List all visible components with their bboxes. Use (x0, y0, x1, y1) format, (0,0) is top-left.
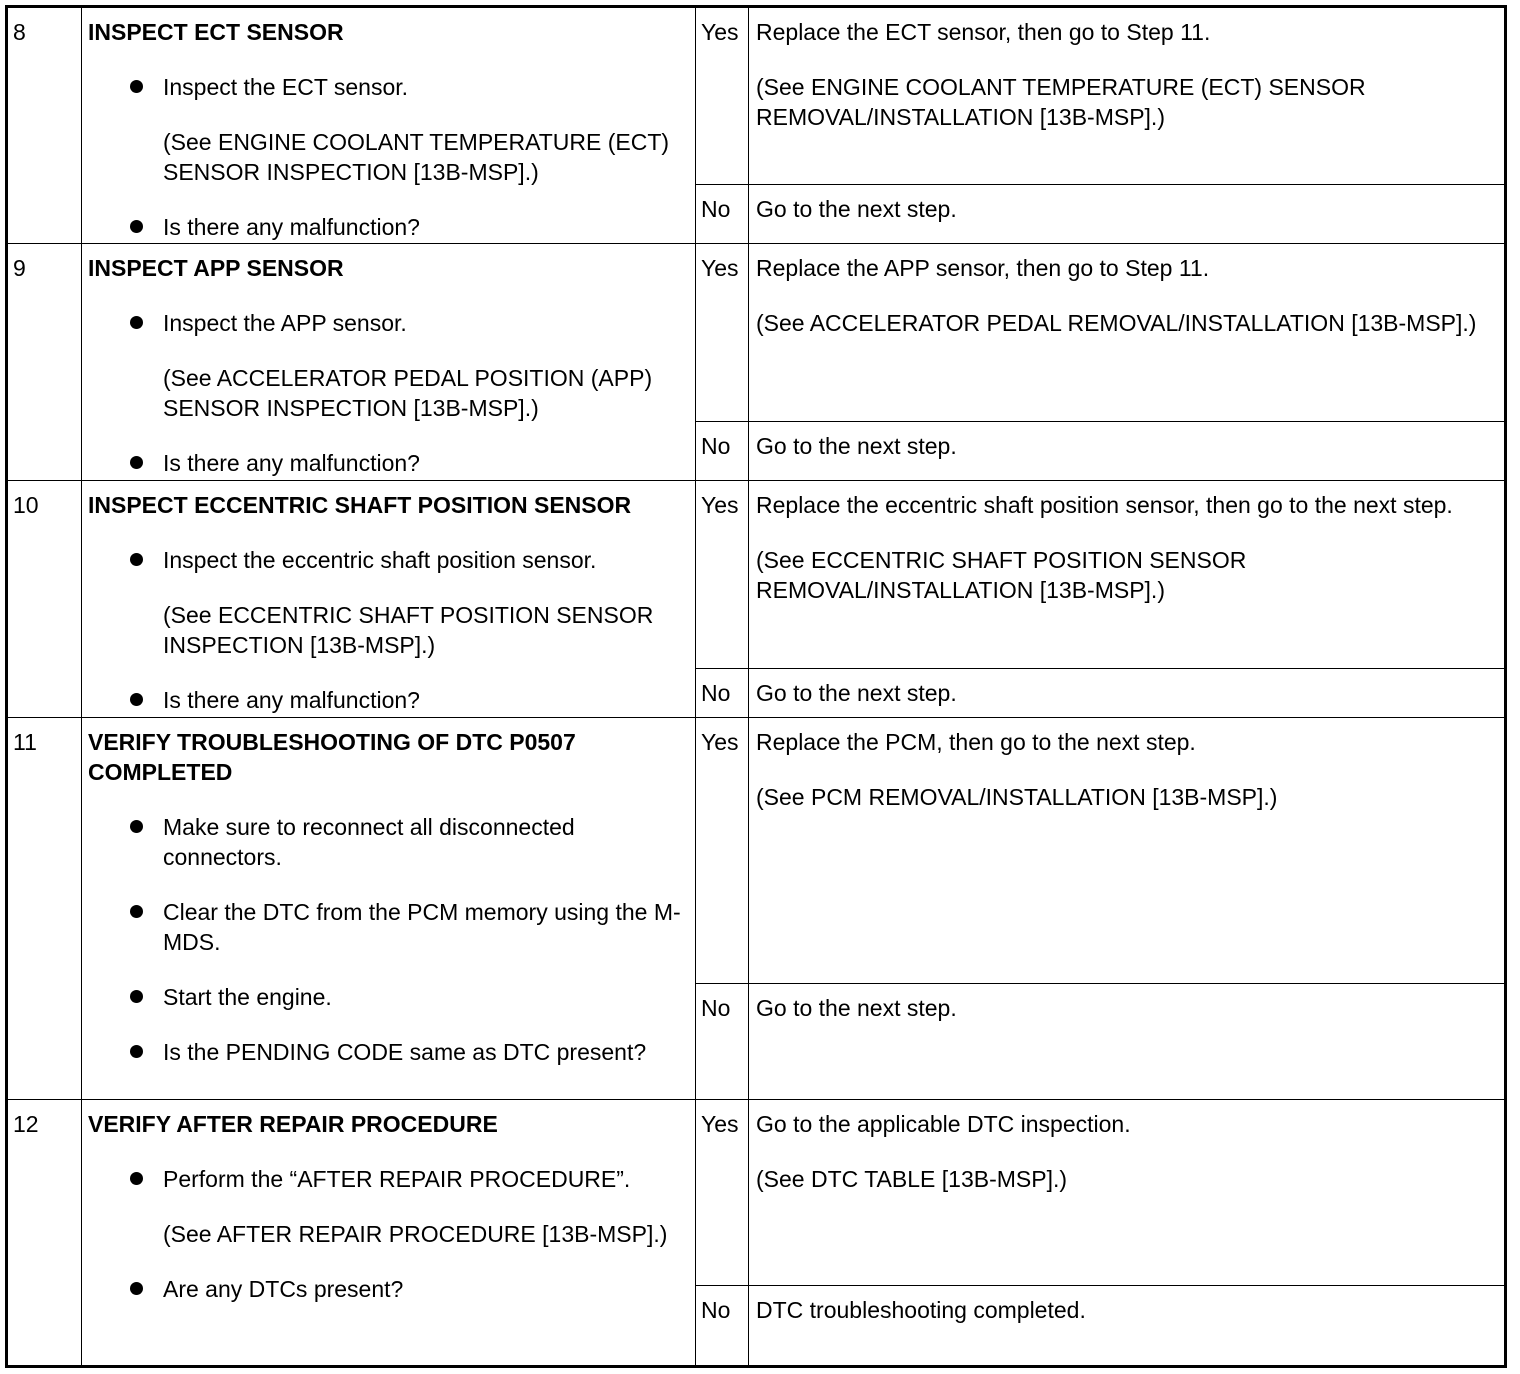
action-bullet (88, 685, 695, 715)
yes-reference-text: (See DTC TABLE [13B-MSP].) (756, 1166, 1068, 1192)
yes-result-cell (749, 7, 1506, 185)
bullet-text: Are any DTCs present? (163, 1276, 404, 1302)
bullet-icon (130, 820, 143, 833)
step-title: INSPECT ECCENTRIC SHAFT POSITION SENSOR (88, 492, 632, 518)
step-title: INSPECT APP SENSOR (88, 255, 344, 281)
reference-text: (See ENGINE COOLANT TEMPERATURE (ECT) SENSOR INSPECTION [13B-MSP].) (163, 129, 670, 185)
bullet-icon (130, 80, 143, 93)
yes-label: Yes (701, 1111, 739, 1137)
yes-reference-text: (See PCM REMOVAL/INSTALLATION [13B-MSP].) (756, 784, 1278, 810)
bullet-text: Is there any malfunction? (163, 687, 420, 713)
yes-label-cell (696, 244, 749, 422)
bullet-icon (130, 1172, 143, 1185)
yes-label-cell (696, 7, 749, 185)
step-row-8 (7, 7, 1506, 185)
step-title: INSPECT ECT SENSOR (88, 19, 344, 45)
action-bullet (88, 812, 695, 872)
step-number-cell (7, 481, 82, 718)
bullet-text: Start the engine. (163, 984, 332, 1010)
step-action-cell (82, 7, 696, 244)
yes-label: Yes (701, 729, 739, 755)
action-bullet (88, 212, 695, 242)
yes-reference-text: (See ACCELERATOR PEDAL REMOVAL/INSTALLATION [13B-MSP].) (756, 310, 1477, 336)
yes-label-cell (696, 718, 749, 984)
bullet-text: Is there any malfunction? (163, 214, 420, 240)
bullet-icon (130, 316, 143, 329)
step-number: 9 (13, 255, 26, 281)
no-label-cell (696, 1286, 749, 1367)
no-result-cell (749, 422, 1506, 481)
bullet-text: Is there any malfunction? (163, 450, 420, 476)
step-number: 8 (13, 19, 26, 45)
no-result-text: DTC troubleshooting completed. (756, 1297, 1086, 1323)
bullet-text: Make sure to reconnect all disconnected connectors. (163, 814, 575, 870)
step-number: 11 (13, 729, 37, 755)
action-bullet (88, 545, 695, 575)
step-row-9 (7, 244, 1506, 422)
no-result-cell (749, 1286, 1506, 1367)
bullet-icon (130, 1282, 143, 1295)
bullet-icon (130, 220, 143, 233)
no-label: No (701, 196, 731, 222)
action-bullet (88, 982, 695, 1012)
step-action-cell (82, 244, 696, 481)
no-label: No (701, 680, 731, 706)
yes-result-text: Go to the applicable DTC inspection. (756, 1111, 1131, 1137)
bullet-icon (130, 990, 143, 1003)
yes-label-cell (696, 1100, 749, 1286)
bullet-text: Is the PENDING CODE same as DTC present? (163, 1039, 647, 1065)
no-result-cell (749, 984, 1506, 1100)
step-title: VERIFY AFTER REPAIR PROCEDURE (88, 1111, 498, 1137)
step-number-cell (7, 7, 82, 244)
no-label: No (701, 1297, 731, 1323)
bullet-icon (130, 456, 143, 469)
yes-result-text: Replace the ECT sensor, then go to Step 11. (756, 19, 1211, 45)
bullet-text: Inspect the ECT sensor. (163, 74, 409, 100)
no-result-text: Go to the next step. (756, 680, 957, 706)
action-bullet (88, 1037, 695, 1067)
action-bullet (88, 897, 695, 957)
action-bullet (88, 1164, 695, 1194)
yes-result-text: Replace the APP sensor, then go to Step 11. (756, 255, 1210, 281)
bullet-icon (130, 693, 143, 706)
no-label-cell (696, 984, 749, 1100)
no-result-text: Go to the next step. (756, 196, 957, 222)
no-label: No (701, 433, 731, 459)
step-title: VERIFY TROUBLESHOOTING OF DTC P0507 COMPLETED (88, 729, 576, 785)
no-result-cell (749, 185, 1506, 244)
yes-label-cell (696, 481, 749, 669)
bullet-icon (130, 553, 143, 566)
yes-result-cell (749, 481, 1506, 669)
step-row-10 (7, 481, 1506, 669)
yes-result-cell (749, 244, 1506, 422)
step-number: 10 (13, 492, 39, 518)
yes-label: Yes (701, 492, 739, 518)
step-number-cell (7, 718, 82, 1100)
no-result-cell (749, 669, 1506, 718)
bullet-icon (130, 1045, 143, 1058)
yes-result-cell (749, 1100, 1506, 1286)
no-result-text: Go to the next step. (756, 433, 957, 459)
action-bullet (88, 72, 695, 102)
bullet-text: Inspect the eccentric shaft position sensor. (163, 547, 597, 573)
bullet-text: Perform the “AFTER REPAIR PROCEDURE”. (163, 1166, 631, 1192)
yes-reference-text: (See ENGINE COOLANT TEMPERATURE (ECT) SENSOR REMOVAL/INSTALLATION [13B-MSP].) (756, 74, 1366, 130)
yes-label: Yes (701, 19, 739, 45)
yes-result-cell (749, 718, 1506, 984)
yes-reference-text: (See ECCENTRIC SHAFT POSITION SENSOR REMOVAL/INSTALLATION [13B-MSP].) (756, 547, 1247, 603)
troubleshooting-table (5, 5, 1507, 1368)
step-row-11 (7, 718, 1506, 984)
step-number-cell (7, 244, 82, 481)
action-bullet (88, 1274, 695, 1304)
step-row-12 (7, 1100, 1506, 1286)
action-bullet (88, 308, 695, 338)
bullet-icon (130, 905, 143, 918)
bullet-text: Inspect the APP sensor. (163, 310, 407, 336)
step-number-cell (7, 1100, 82, 1367)
no-label-cell (696, 422, 749, 481)
yes-result-text: Replace the PCM, then go to the next step. (756, 729, 1196, 755)
reference-text: (See ACCELERATOR PEDAL POSITION (APP) SENSOR INSPECTION [13B-MSP].) (163, 365, 653, 421)
step-action-cell (82, 481, 696, 718)
no-label: No (701, 995, 731, 1021)
reference-text: (See ECCENTRIC SHAFT POSITION SENSOR INSPECTION [13B-MSP].) (163, 602, 654, 658)
reference-text: (See AFTER REPAIR PROCEDURE [13B-MSP].) (163, 1221, 668, 1247)
yes-result-text: Replace the eccentric shaft position sensor, then go to the next step. (756, 492, 1453, 518)
action-bullet (88, 448, 695, 478)
no-label-cell (696, 185, 749, 244)
step-action-cell (82, 718, 696, 1100)
yes-label: Yes (701, 255, 739, 281)
bullet-text: Clear the DTC from the PCM memory using the M-MDS. (163, 899, 681, 955)
no-result-text: Go to the next step. (756, 995, 957, 1021)
no-label-cell (696, 669, 749, 718)
step-number: 12 (13, 1111, 39, 1137)
step-action-cell (82, 1100, 696, 1367)
